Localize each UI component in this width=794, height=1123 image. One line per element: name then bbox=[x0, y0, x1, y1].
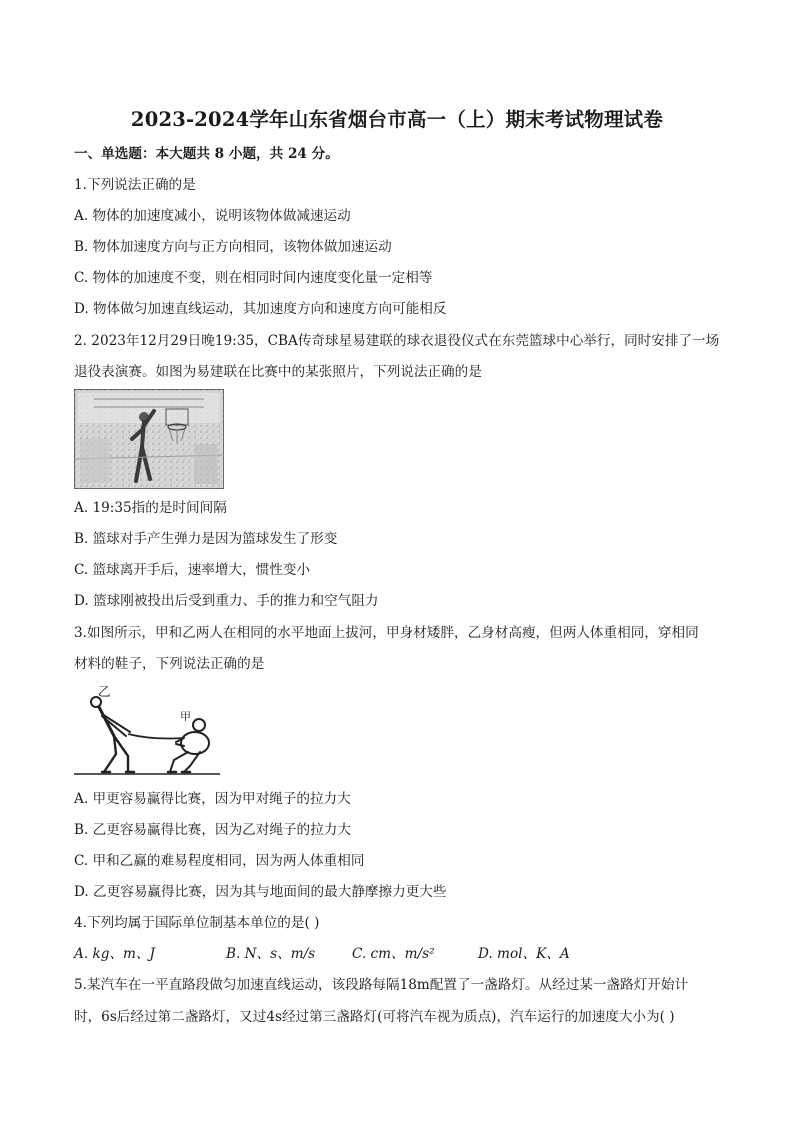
q3-option-c: C. 甲和乙赢的难易程度相同，因为两人体重相同 bbox=[74, 853, 365, 869]
section-heading: 一、单选题：本大题共 8 小题，共 24 分。 bbox=[74, 146, 339, 162]
q4-option-b: B. N、s、m/s bbox=[226, 946, 316, 962]
q1-option-b: B. 物体加速度方向与正方向相同，该物体做加速运动 bbox=[74, 239, 392, 255]
question-1-stem: 1.下列说法正确的是 bbox=[74, 177, 196, 193]
question-4-stem: 4.下列均属于国际单位制基本单位的是( ) bbox=[74, 915, 320, 931]
rope bbox=[128, 734, 184, 739]
q1-option-a: A. 物体的加速度减小，说明该物体做减速运动 bbox=[74, 208, 351, 224]
exam-title: 2023-2024学年山东省烟台市高一（上）期末考试物理试卷 bbox=[130, 108, 664, 131]
person-jia bbox=[168, 719, 209, 772]
question-3-stem-line-2: 材料的鞋子，下列说法正确的是 bbox=[74, 656, 265, 672]
q2-option-c: C. 篮球离开手后，速率增大，惯性变小 bbox=[74, 562, 311, 578]
person-yi bbox=[91, 697, 134, 772]
q3-option-d: D. 乙更容易赢得比赛，因为其与地面间的最大静摩擦力更大些 bbox=[74, 884, 447, 900]
question-2-stem-line-2: 退役表演赛。如图为易建联在比赛中的某张照片，下列说法正确的是 bbox=[74, 364, 482, 380]
basketball-photo bbox=[74, 389, 224, 489]
q4-option-a: A. kg、m、J bbox=[74, 946, 155, 962]
question-2-stem-line-1: 2. 2023年12月29日晚19:35，CBA传奇球星易建联的球衣退役仪式在东莞篮球中心举行，同时安排了一场 bbox=[74, 333, 720, 349]
question-3-stem-line-1: 3.如图所示，甲和乙两人在相同的水平地面上拔河，甲身材矮胖，乙身材高瘦，但两人体重相同，穿相同 bbox=[74, 625, 699, 641]
q4-option-c: C. cm、m/s² bbox=[352, 946, 435, 962]
figure-label-jia: 甲 bbox=[180, 710, 191, 723]
figure-label-yi: 乙 bbox=[98, 684, 111, 699]
tug-of-war-figure bbox=[72, 680, 222, 780]
question-5-stem-line-1: 5.某汽车在一平直路段做匀加速直线运动，该段路每隔18m配置了一盏路灯。从经过某一盏路灯开始计 bbox=[74, 977, 689, 993]
q1-option-c: C. 物体的加速度不变，则在相同时间内速度变化量一定相等 bbox=[74, 270, 433, 286]
q3-option-a: A. 甲更容易赢得比赛，因为甲对绳子的拉力大 bbox=[74, 791, 351, 807]
q1-option-d: D. 物体做匀加速直线运动，其加速度方向和速度方向可能相反 bbox=[74, 301, 447, 317]
q2-option-a: A. 19:35指的是时间间隔 bbox=[74, 500, 227, 516]
q3-option-b: B. 乙更容易赢得比赛，因为乙对绳子的拉力大 bbox=[74, 822, 351, 838]
q2-option-d: D. 篮球刚被投出后受到重力、手的推力和空气阻力 bbox=[74, 593, 379, 609]
q4-option-d: D. mol、K、A bbox=[478, 946, 570, 962]
question-5-stem-line-2: 时，6s后经过第二盏路灯，又过4s经过第三盏路灯(可将汽车视为质点)，汽车运行的加速度大小为( ) bbox=[74, 1009, 675, 1025]
q2-option-b: B. 篮球对手产生弹力是因为篮球发生了形变 bbox=[74, 531, 338, 547]
